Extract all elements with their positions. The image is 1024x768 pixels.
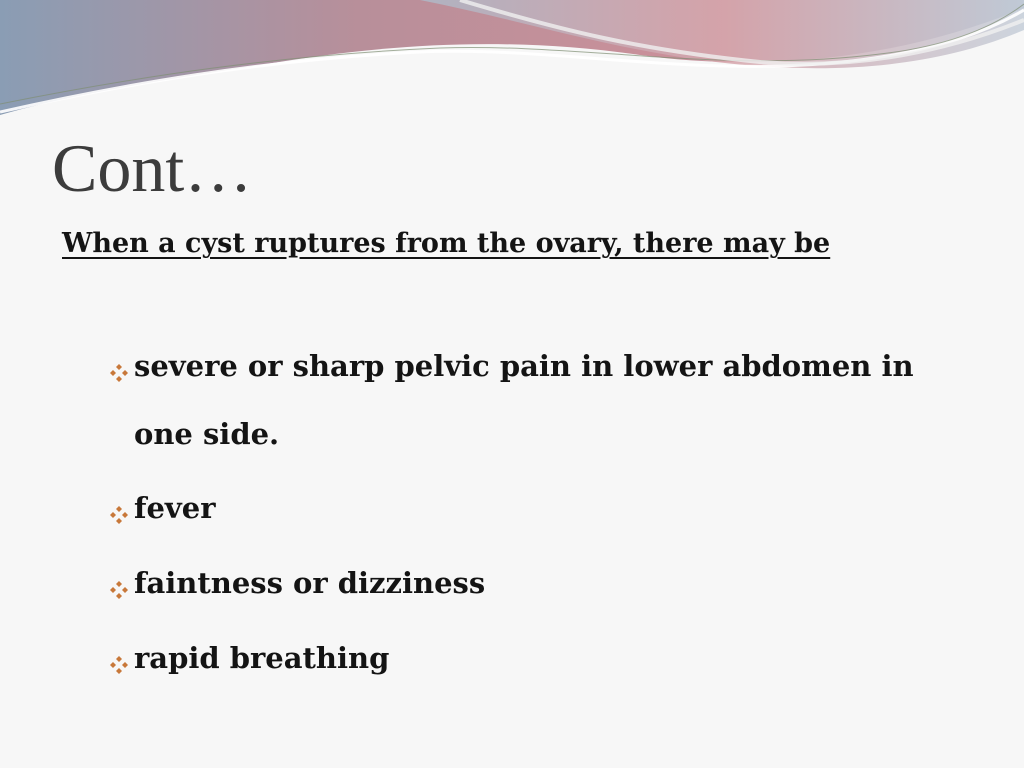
slide-subtitle: When a cyst ruptures from the ovary, there may be xyxy=(62,228,831,259)
bullet-text: rapid breathing xyxy=(134,641,390,675)
four-diamond-bullet-icon xyxy=(104,575,134,605)
four-diamond-bullet-icon xyxy=(104,500,134,530)
list-item xyxy=(104,565,1004,617)
header-wave-decoration xyxy=(0,0,1024,120)
list-item xyxy=(104,490,1004,542)
list-item xyxy=(104,348,1004,468)
slide-title: Cont… xyxy=(52,130,253,206)
bullet-text: fever xyxy=(134,491,216,525)
list-item xyxy=(104,640,1004,692)
bullet-text: severe or sharp pelvic pain in lower abdomen in one side. xyxy=(134,349,914,451)
four-diamond-bullet-icon xyxy=(104,358,134,388)
four-diamond-bullet-icon xyxy=(104,650,134,680)
bullet-text: faintness or dizziness xyxy=(134,566,486,600)
